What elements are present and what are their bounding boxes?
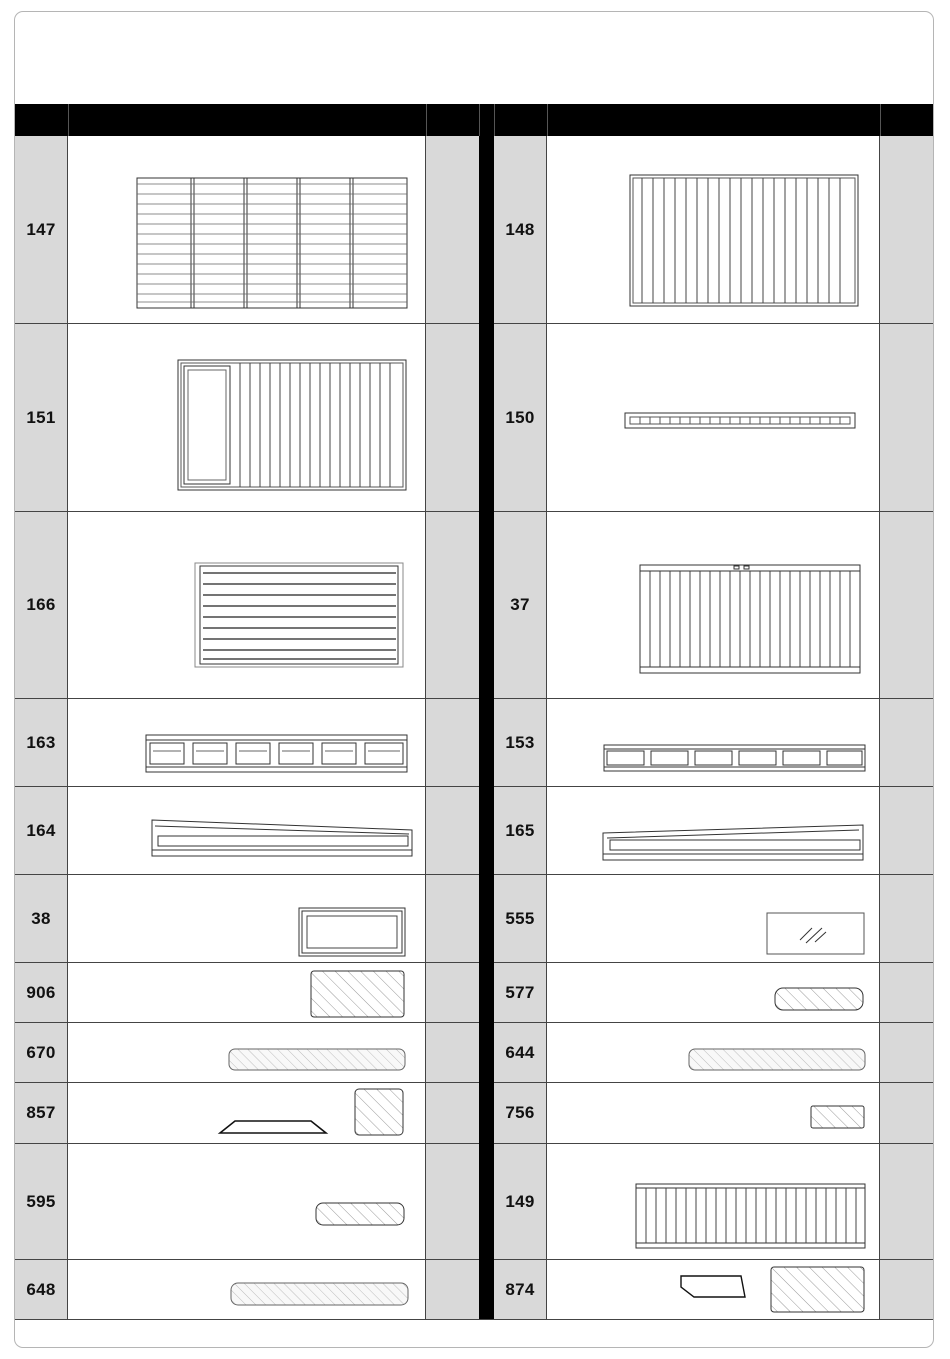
part-874-drawing	[681, 1267, 864, 1312]
part-number: 906	[26, 982, 56, 1002]
part-165-drawing	[603, 825, 863, 860]
part-857-drawing	[220, 1089, 403, 1135]
part-number: 147	[26, 219, 56, 239]
part-38-drawing	[299, 908, 405, 956]
part-149-drawing	[636, 1184, 865, 1248]
part-906-drawing	[311, 971, 404, 1017]
part-number: 577	[505, 982, 535, 1002]
part-595-drawing	[316, 1203, 404, 1225]
part-648-drawing	[231, 1283, 408, 1305]
part-555-drawing	[767, 913, 864, 954]
part-number: 874	[505, 1280, 535, 1299]
part-644-drawing	[689, 1049, 865, 1070]
part-number: 153	[505, 732, 535, 752]
part-37-drawing	[640, 565, 860, 673]
part-166-drawing	[195, 563, 403, 667]
part-number: 149	[505, 1191, 535, 1211]
part-756-drawing	[811, 1106, 864, 1128]
part-150-drawing	[625, 413, 855, 428]
part-number: 166	[26, 595, 56, 614]
part-151-drawing	[178, 360, 406, 490]
part-number: 37	[510, 595, 530, 614]
part-number: 756	[505, 1103, 535, 1122]
part-number: 165	[505, 820, 535, 840]
part-number: 670	[26, 1042, 56, 1062]
part-number: 644	[505, 1042, 535, 1062]
part-number: 595	[26, 1191, 56, 1211]
part-670-drawing	[229, 1049, 405, 1070]
part-number: 163	[26, 732, 56, 752]
part-577-drawing	[775, 988, 863, 1010]
part-number: 38	[31, 908, 51, 928]
part-number: 555	[505, 908, 535, 928]
part-number: 648	[26, 1280, 56, 1299]
part-number: 151	[26, 407, 56, 427]
part-153-drawing	[604, 745, 865, 771]
part-number: 164	[26, 820, 56, 840]
part-number: 148	[505, 219, 535, 239]
part-163-drawing	[146, 735, 407, 772]
part-number: 857	[26, 1103, 56, 1122]
part-number: 150	[505, 407, 535, 427]
part-147-drawing	[137, 178, 407, 308]
part-164-drawing	[152, 820, 412, 856]
part-148-drawing	[630, 175, 858, 306]
